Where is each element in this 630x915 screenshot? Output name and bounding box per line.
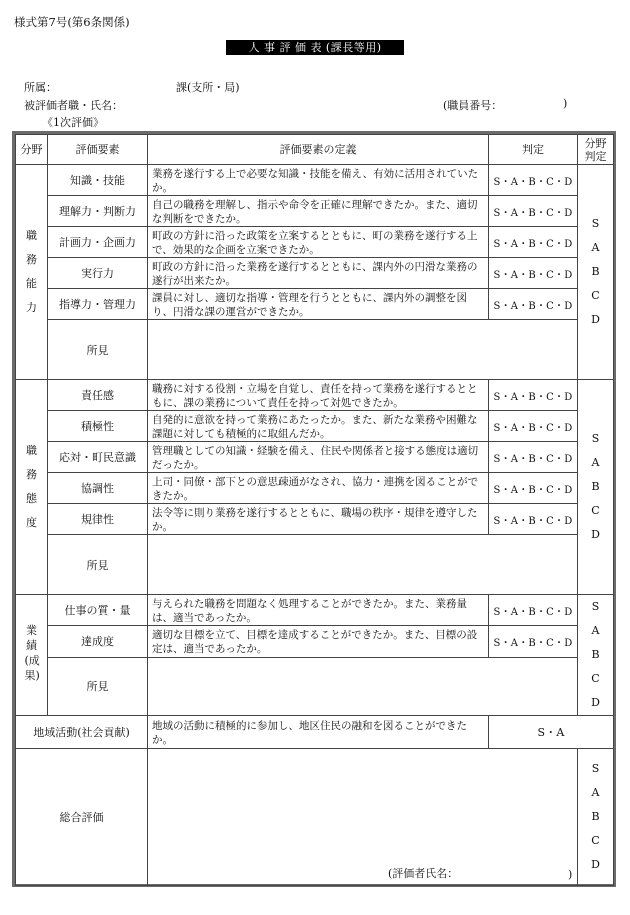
header-element: 評価要素 (48, 135, 148, 165)
evaluation-stage: 《1次評価》 (42, 116, 104, 129)
table-row (16, 411, 614, 442)
judgment-cell[interactable]: S・A・B・C・D (489, 595, 578, 626)
comment-label: 所見 (48, 320, 148, 380)
element-definition: 適切な目標を立て、目標を達成することができたか。また、目標の設定は、適当であったか。 (148, 626, 489, 657)
element-definition: 課員に対し、適切な指導・管理を行うとともに、課内外の調整を図り、円滑な課の運営ができたか。 (148, 289, 489, 320)
element-label: 協調性 (48, 473, 148, 504)
field-judgment-cell[interactable]: SABCD (578, 595, 614, 716)
element-definition: 法令等に則り業務を遂行するとともに、職場の秩序・規律を遵守したか。 (148, 504, 489, 535)
evaluation-table (15, 134, 614, 886)
element-definition: 業務を遂行する上で必要な知識・技能を備え、有効に活用されていたか。 (148, 165, 489, 196)
staff-number-label: (職員番号： (443, 99, 503, 112)
comment-field[interactable] (148, 320, 578, 380)
judgment-cell[interactable]: S・A・B・C・D (489, 227, 578, 258)
table-row (16, 473, 614, 504)
table-row (16, 227, 614, 258)
table-row (16, 196, 614, 227)
section-label: 職務能力 (16, 165, 48, 380)
overall-grade-cell[interactable]: SABCD (578, 749, 614, 886)
overall-comment-field[interactable] (148, 749, 578, 886)
evaluator-name-label: (評価者氏名： (388, 867, 459, 880)
element-definition: 自発的に意欲を持って業務にあたったか。また、新たな業務や困難な課題に対しても積極的に取組んだか。 (148, 411, 489, 442)
table-row (16, 595, 614, 626)
element-definition: 自己の職務を理解し、指示や命令を正確に理解できたか。また、適切な判断をできたか。 (148, 196, 489, 227)
judgment-cell[interactable]: S・A・B・C・D (489, 504, 578, 535)
field-judgment-cell[interactable]: SABCD (578, 380, 614, 595)
judgment-cell[interactable]: S・A・B・C・D (489, 196, 578, 227)
community-judgment-cell[interactable]: S・A (489, 716, 614, 749)
judgment-cell[interactable]: S・A・B・C・D (489, 626, 578, 657)
comment-field[interactable] (148, 657, 578, 716)
table-row (16, 380, 614, 411)
element-label: 責任感 (48, 380, 148, 411)
community-definition: 地域の活動に積極的に参加し、地区住民の融和を図ることができたか。 (148, 716, 489, 749)
element-definition: 管理職としての知識・経験を備え、住民や関係者と接する態度は適切だったか。 (148, 442, 489, 473)
element-definition: 与えられた職務を問題なく処理することができたか。また、業務量は、適当であったか。 (148, 595, 489, 626)
header-judgment: 判定 (489, 135, 578, 165)
form-number: 様式第7号(第6条関係) (14, 15, 130, 29)
community-row (16, 716, 614, 749)
table-row (16, 165, 614, 196)
element-label: 実行力 (48, 258, 148, 289)
element-definition: 上司・同僚・部下との意思疎通がなされ、協力・連携を図ることができたか。 (148, 473, 489, 504)
table-row (16, 289, 614, 320)
element-label: 達成度 (48, 626, 148, 657)
community-label: 地域活動(社会貢献) (16, 716, 148, 749)
header-row (16, 135, 614, 165)
comment-row (16, 320, 614, 380)
table-row (16, 442, 614, 473)
header-definition: 評価要素の定義 (148, 135, 489, 165)
element-label: 応対・町民意識 (48, 442, 148, 473)
page-title: 人 事 評 価 表 (課長等用) (226, 40, 404, 55)
element-label: 計画力・企画力 (48, 227, 148, 258)
comment-row (16, 535, 614, 595)
element-label: 規律性 (48, 504, 148, 535)
section-label: 職務態度 (16, 380, 48, 595)
overall-row (16, 749, 614, 886)
field-judgment-cell[interactable]: SABCD (578, 165, 614, 380)
comment-row (16, 657, 614, 716)
judgment-cell[interactable]: S・A・B・C・D (489, 411, 578, 442)
judgment-cell[interactable]: S・A・B・C・D (489, 165, 578, 196)
table-row (16, 258, 614, 289)
section-label: 業績(成果) (16, 595, 48, 716)
judgment-cell[interactable]: S・A・B・C・D (489, 289, 578, 320)
comment-label: 所見 (48, 535, 148, 595)
element-label: 仕事の質・量 (48, 595, 148, 626)
element-label: 理解力・判断力 (48, 196, 148, 227)
evaluatee-label: 被評価者職・氏名： (24, 99, 123, 112)
element-definition: 町政の方針に沿った政策を立案するとともに、町の業務を遂行する上で、効果的な企画を立案できたか。 (148, 227, 489, 258)
header-field: 分野 (16, 135, 48, 165)
affiliation-label: 所属： (24, 81, 57, 94)
department-label: 課(支所・局) (176, 81, 240, 94)
evaluator-name-close: ) (568, 868, 573, 881)
table-row (16, 504, 614, 535)
staff-number-close: ) (563, 97, 568, 110)
judgment-cell[interactable]: S・A・B・C・D (489, 473, 578, 504)
overall-label: 総合評価 (16, 749, 148, 886)
table-row (16, 626, 614, 657)
judgment-cell[interactable]: S・A・B・C・D (489, 380, 578, 411)
element-definition: 職務に対する役割・立場を自覚し、責任を持って業務を遂行するとともに、課の業務について責任を持って対処できたか。 (148, 380, 489, 411)
comment-label: 所見 (48, 657, 148, 716)
element-label: 知識・技能 (48, 165, 148, 196)
judgment-cell[interactable]: S・A・B・C・D (489, 442, 578, 473)
judgment-cell[interactable]: S・A・B・C・D (489, 258, 578, 289)
comment-field[interactable] (148, 535, 578, 595)
element-label: 積極性 (48, 411, 148, 442)
element-label: 指導力・管理力 (48, 289, 148, 320)
header-field-judgment: 分野判定 (578, 135, 614, 165)
element-definition: 町政の方針に沿った業務を遂行するとともに、課内外の円滑な業務の遂行が出来たか。 (148, 258, 489, 289)
